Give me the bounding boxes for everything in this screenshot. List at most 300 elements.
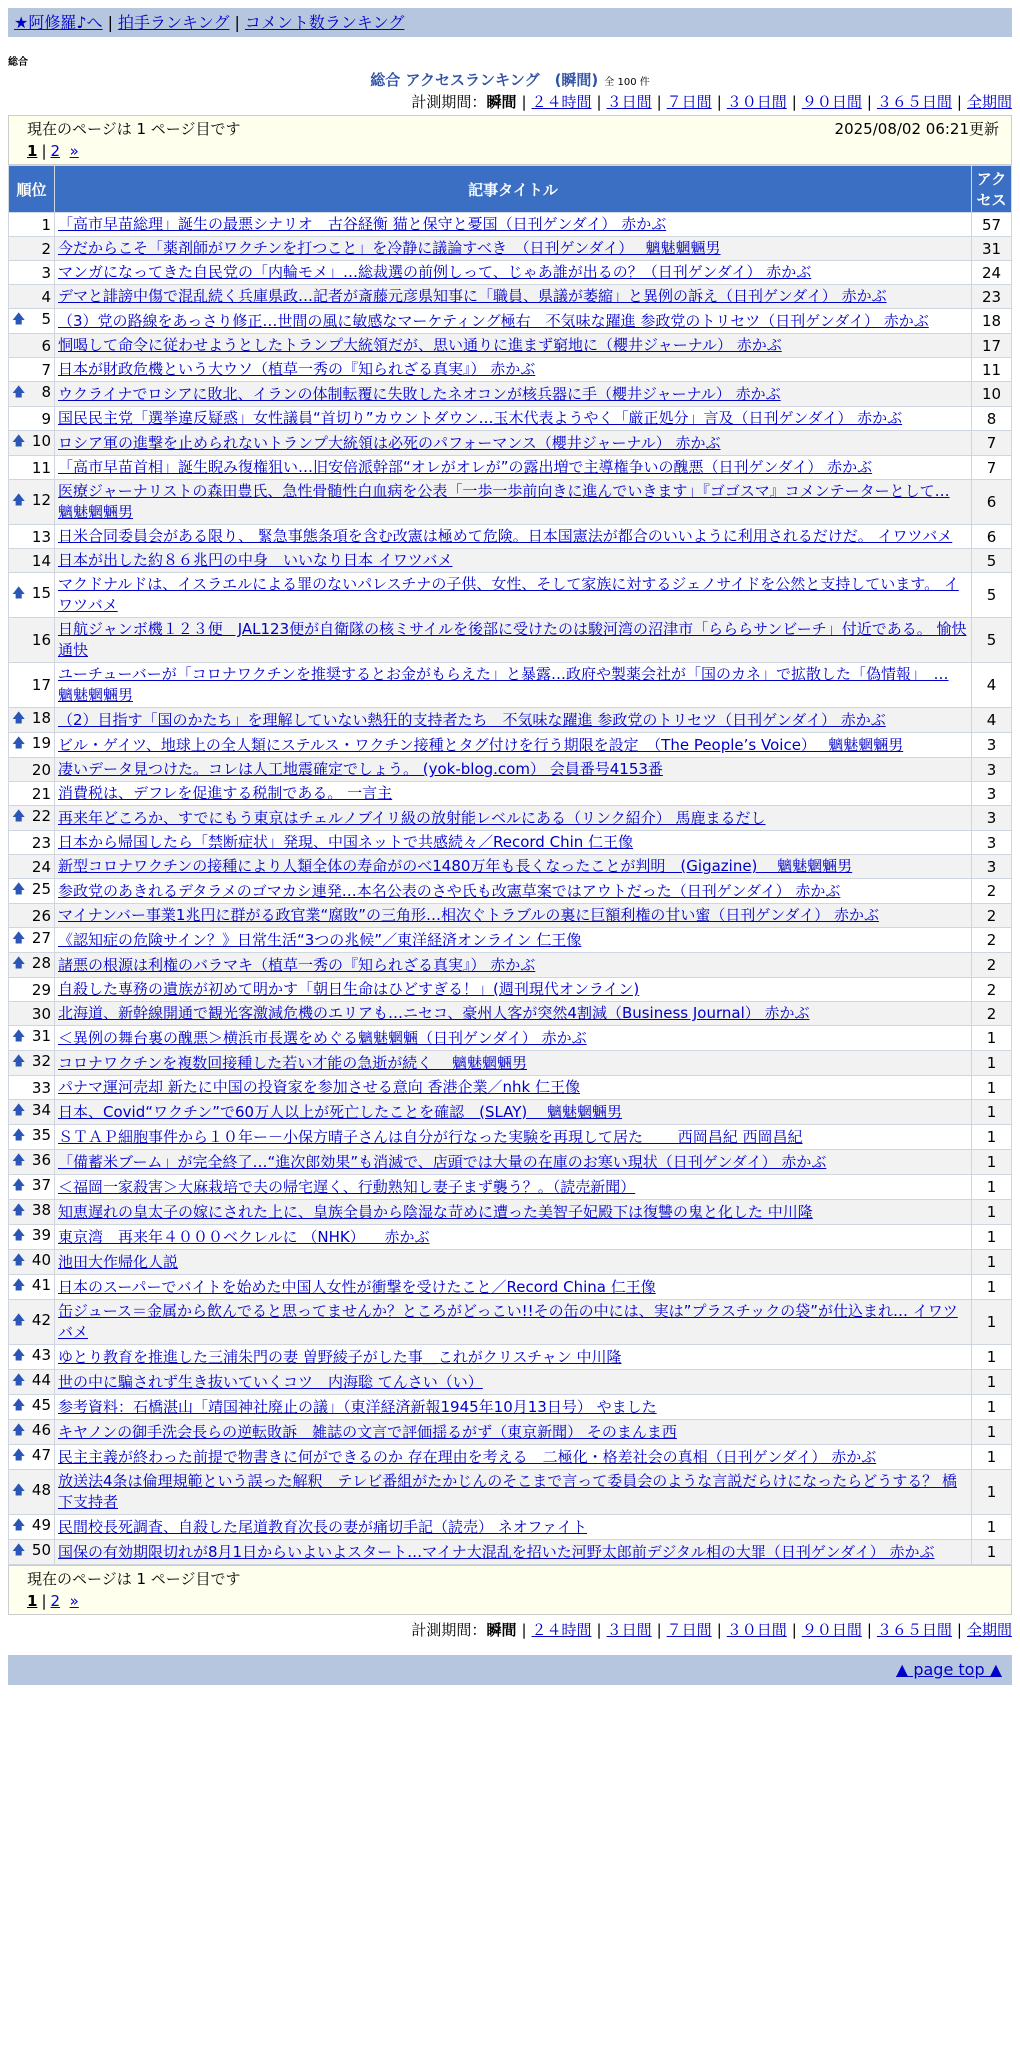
- page-info-top: [8, 115, 1012, 165]
- rank-cell: [9, 213, 55, 237]
- rank-number: 47: [31, 1446, 51, 1464]
- title-cell: [55, 733, 972, 758]
- article-title-link[interactable]: ロシア軍の進撃を止められないトランプ大統領は必死のパフォーマンス（櫻井ジャーナル） 赤かぶ: [58, 433, 721, 452]
- table-row: [9, 928, 1012, 953]
- rank-up-arrow-icon: 🡅: [12, 956, 26, 971]
- article-title-link[interactable]: コロナワクチンを複数回接種した若い才能の急逝が続く 魑魅魍魎男: [58, 1053, 528, 1072]
- rank-cell: [9, 1225, 55, 1250]
- article-title-link[interactable]: 諸悪の根源は利権のバラマキ（植草一秀の『知られざる真実』） 赤かぶ: [58, 955, 536, 974]
- article-title-link[interactable]: 国民民主党「選挙違反疑惑」女性議員“首切り”カウントダウン…玉木代表ようやく「厳正処分」言及（日刊ゲンダイ） 赤かぶ: [58, 409, 903, 427]
- access-count: 2: [972, 928, 1012, 953]
- table-row: [9, 953, 1012, 978]
- article-title-link[interactable]: 民主主義が終わった前提で物書きに何ができるのか 存在理由を考える 二極化・格差社会の真相（日刊ゲンダイ） 赤かぶ: [58, 1447, 877, 1466]
- period-link-5-bottom[interactable]: ３６５日間: [876, 1621, 952, 1639]
- title-cell: [55, 663, 972, 708]
- table-row: [9, 1395, 1012, 1420]
- title-cell: [55, 573, 972, 618]
- rank-up-arrow-icon: 🡅: [12, 1253, 26, 1268]
- rank-number: 1: [41, 215, 51, 234]
- access-count: 6: [972, 525, 1012, 549]
- rank-number: 17: [31, 676, 51, 694]
- table-row: [9, 1370, 1012, 1395]
- article-title-link[interactable]: 《認知症の危険サイン？》日常生活“3つの兆候”／東洋経済オンライン 仁王像: [58, 930, 582, 949]
- rank-up-arrow-icon: 🡅: [12, 809, 26, 824]
- period-link-4[interactable]: ９０日間: [801, 93, 862, 111]
- page-2-link-bottom[interactable]: 2: [50, 1592, 61, 1610]
- rank-cell: [9, 1470, 55, 1515]
- title-cell: [55, 1026, 972, 1051]
- access-count: 1: [972, 1420, 1012, 1445]
- access-count: 10: [972, 382, 1012, 407]
- rank-up-arrow-icon: 🡅: [12, 1203, 26, 1218]
- table-row: [9, 831, 1012, 855]
- rank-number: 42: [31, 1311, 51, 1329]
- rank-cell: [9, 1051, 55, 1076]
- rank-cell: [9, 953, 55, 978]
- rank-number: 8: [41, 383, 51, 401]
- article-title-link[interactable]: ゆとり教育を推進した三浦朱門の妻 曽野綾子がした事＿これがクリスチャン 中川隆: [58, 1347, 622, 1366]
- total-count-note: 全 100 件: [604, 77, 650, 88]
- access-count: 1: [972, 1125, 1012, 1150]
- article-title-link[interactable]: キヤノンの御手洗会長らの逆転敗訴 雑誌の文言で評価揺るがず（東京新聞） そのまんま西: [58, 1422, 677, 1441]
- rank-number: 36: [31, 1151, 51, 1169]
- period-link-0[interactable]: ２４時間: [531, 93, 592, 111]
- article-title-link[interactable]: デマと誹謗中傷で混乱続く兵庫県政…記者が斎藤元彦県知事に「職員、県議が萎縮」と異例の訴え（日刊ゲンダイ） 赤かぶ: [58, 287, 887, 305]
- table-row: [9, 285, 1012, 309]
- rank-cell: [9, 806, 55, 831]
- rank-cell: [9, 549, 55, 573]
- rank-number: 20: [31, 760, 51, 779]
- access-count: 4: [972, 708, 1012, 733]
- access-count: 6: [972, 480, 1012, 525]
- ranking-table: [8, 165, 1012, 1565]
- period-separator: |: [596, 1621, 602, 1639]
- article-title-link[interactable]: 放送法4条は倫理規範という誤った解釈 テレビ番組がたかじんのそこまで言って委員会のような言説だらけになったらどうする？ 橋下支持者: [58, 1472, 958, 1511]
- rank-cell: [9, 1026, 55, 1051]
- access-count: 5: [972, 618, 1012, 663]
- title-cell: [55, 758, 972, 782]
- article-title-link[interactable]: 「備蓄米ブーム」が完全終了…“進次郎効果”も消滅で、店頭では大量の在庫のお寒い現状（日刊ゲンダイ） 赤かぶ: [58, 1152, 827, 1171]
- table-row: [9, 1002, 1012, 1026]
- article-title-link[interactable]: マンガになってきた自民党の「内輪モメ」…総裁選の前例しって、じゃあ誰が出るの？（日刊ゲンダイ） 赤かぶ: [58, 263, 812, 281]
- rank-cell: [9, 525, 55, 549]
- access-count: 7: [972, 431, 1012, 456]
- rank-number: 30: [31, 1004, 51, 1023]
- title-cell: [55, 1125, 972, 1150]
- rank-number: 15: [31, 584, 51, 602]
- period-link-3[interactable]: ３０日間: [726, 93, 787, 111]
- period-link-3-bottom[interactable]: ３０日間: [726, 1621, 787, 1639]
- access-count: 1: [972, 1076, 1012, 1100]
- table-row: [9, 1515, 1012, 1540]
- article-title-link[interactable]: 凄いデータ見つけた。コレは人工地震確定でしょう。 (yok-blog.com） 会員番号4153番: [58, 760, 663, 778]
- rank-number: 14: [31, 551, 51, 570]
- access-count: 3: [972, 831, 1012, 855]
- period-separator: |: [656, 1621, 662, 1639]
- title-cell: [55, 431, 972, 456]
- rank-number: 34: [31, 1101, 51, 1119]
- period-link-2-bottom[interactable]: ７日間: [666, 1621, 712, 1639]
- title-cell: [55, 1150, 972, 1175]
- table-row: [9, 1300, 1012, 1345]
- article-title-link[interactable]: 再来年どころか、すでにもう東京はチェルノブイリ級の放射能レベルにある（リンク紹介） 馬鹿まるだし: [58, 808, 766, 827]
- page-1-current: 1: [27, 142, 38, 160]
- access-count: 1: [972, 1100, 1012, 1125]
- rank-number: 43: [31, 1346, 51, 1364]
- article-title-link[interactable]: 消費税は、デフレを促進する税制である。 一言主: [58, 784, 393, 802]
- article-title-link[interactable]: 参考資料：石橋湛山「靖国神社廃止の議」（東洋経済新報1945年10月13日号） やました: [58, 1397, 657, 1416]
- title-cell: [55, 708, 972, 733]
- title-cell: [55, 1275, 972, 1300]
- title-cell: [55, 382, 972, 407]
- access-count: 3: [972, 733, 1012, 758]
- title-cell: [55, 1395, 972, 1420]
- article-title-link[interactable]: マイナンバー事業1兆円に群がる政官業“腐敗”の三角形…相次ぐトラブルの裏に巨額利権の甘い蜜（日刊ゲンダイ） 赤かぶ: [58, 906, 879, 924]
- title-cell: [55, 309, 972, 334]
- access-count: 3: [972, 806, 1012, 831]
- rank-number: 38: [31, 1201, 51, 1219]
- title-cell: [55, 549, 972, 573]
- access-count: 23: [972, 285, 1012, 309]
- rank-cell: [9, 904, 55, 928]
- title-cell: [55, 953, 972, 978]
- table-row: [9, 663, 1012, 708]
- table-row: [9, 806, 1012, 831]
- rank-cell: [9, 1275, 55, 1300]
- rank-up-arrow-icon: 🡅: [12, 711, 26, 726]
- table-row: [9, 237, 1012, 261]
- access-count: 11: [972, 358, 1012, 382]
- table-row: [9, 879, 1012, 904]
- title-cell: [55, 978, 972, 1002]
- access-count: 1: [972, 1445, 1012, 1470]
- rank-cell: [9, 708, 55, 733]
- access-count: 3: [972, 782, 1012, 806]
- article-title-link[interactable]: パナマ運河売却 新たに中国の投資家を参加させる意向 香港企業／nhk 仁王像: [58, 1078, 581, 1096]
- article-title-link[interactable]: （2）目指す「国のかたち」を理解していない熱狂的支持者たち 不気味な躍進 参政党のトリセツ（日刊ゲンダイ） 赤かぶ: [58, 710, 886, 729]
- rank-cell: [9, 480, 55, 525]
- access-count: 2: [972, 978, 1012, 1002]
- next-page-link[interactable]: »: [69, 142, 79, 160]
- rank-cell: [9, 1515, 55, 1540]
- rank-up-arrow-icon: 🡅: [12, 1029, 26, 1044]
- rank-up-arrow-icon: 🡅: [12, 312, 26, 327]
- article-title-link[interactable]: 世の中に騙されず生き抜いていくコツ 内海聡 てんさい（い）: [58, 1372, 483, 1391]
- article-title-link[interactable]: 日本のスーパーでバイトを始めた中国人女性が衝撃を受けたこと／Record China 仁王像: [58, 1277, 656, 1296]
- rank-cell: [9, 758, 55, 782]
- rank-cell: [9, 309, 55, 334]
- header-count: アクセス: [972, 166, 1012, 213]
- table-row: [9, 733, 1012, 758]
- article-title-link[interactable]: 日本から帰国したら「禁断症状」発現、中国ネットで共感続々／Record Chin 仁王像: [58, 833, 634, 851]
- rank-cell: [9, 261, 55, 285]
- rank-number: 25: [31, 880, 51, 898]
- table-row: [9, 358, 1012, 382]
- pagination-top: [27, 140, 999, 162]
- rank-up-arrow-icon: 🡅: [12, 1448, 26, 1463]
- period-link-5[interactable]: ３６５日間: [876, 93, 952, 111]
- table-row: [9, 708, 1012, 733]
- access-count: 1: [972, 1540, 1012, 1565]
- access-count: 1: [972, 1200, 1012, 1225]
- nav-separator: |: [234, 13, 240, 32]
- title-cell: [55, 213, 972, 237]
- rank-cell: [9, 407, 55, 431]
- rank-up-arrow-icon: 🡅: [12, 1153, 26, 1168]
- table-row: [9, 213, 1012, 237]
- table-row: [9, 1540, 1012, 1565]
- rank-number: 35: [31, 1126, 51, 1144]
- title-cell: [55, 855, 972, 879]
- rank-cell: [9, 733, 55, 758]
- article-title-link[interactable]: ユーチューバーが「コロナワクチンを推奨するとお金がもらえた」と暴露…政府や製薬会社が「国のカネ」で拡散した「偽情報」 … 魑魅魍魎男: [58, 665, 949, 704]
- period-link-1[interactable]: ３日間: [606, 93, 652, 111]
- nav-link-asyura[interactable]: ★阿修羅♪へ: [14, 13, 103, 32]
- rank-number: 4: [41, 287, 51, 306]
- rank-number: 11: [31, 458, 51, 477]
- rank-cell: [9, 879, 55, 904]
- rank-up-arrow-icon: 🡅: [12, 1483, 26, 1498]
- rank-cell: [9, 431, 55, 456]
- article-title-link[interactable]: ウクライナでロシアに敗北、イランの体制転覆に失敗したネオコンが核兵器に手（櫻井ジャーナル） 赤かぶ: [58, 384, 781, 403]
- title-cell: [55, 334, 972, 358]
- rank-up-arrow-icon: 🡅: [12, 1373, 26, 1388]
- next-page-link-bottom[interactable]: »: [69, 1592, 79, 1610]
- period-separator: |: [956, 1621, 962, 1639]
- nav-link-applause-ranking[interactable]: 拍手ランキング: [117, 13, 230, 32]
- title-cell: [55, 1250, 972, 1275]
- rank-cell: [9, 237, 55, 261]
- rank-number: 18: [31, 709, 51, 727]
- pagination-separator: |: [41, 1592, 47, 1610]
- table-row: [9, 978, 1012, 1002]
- title-cell: [55, 1540, 972, 1565]
- rank-cell: [9, 831, 55, 855]
- pagination-separator: |: [41, 142, 47, 160]
- rank-cell: [9, 1200, 55, 1225]
- rank-cell: [9, 618, 55, 663]
- page-1-current-bottom: 1: [27, 1592, 38, 1610]
- current-page-text-bottom: 現在のページは 1 ページ目です: [27, 1570, 241, 1588]
- rank-number: 27: [31, 929, 51, 947]
- current-page-text: 現在のページは 1 ページ目です: [27, 120, 241, 138]
- nav-link-comment-ranking[interactable]: コメント数ランキング: [244, 13, 405, 32]
- rank-number: 16: [31, 631, 51, 649]
- article-title-link[interactable]: 「高市早苗総理」誕生の最悪シナリオ 古谷経衡 猫と保守と憂国（日刊ゲンダイ） 赤かぶ: [58, 215, 667, 233]
- access-count: 1: [972, 1175, 1012, 1200]
- header-rank: 順位: [9, 166, 55, 213]
- rank-cell: [9, 1345, 55, 1370]
- rank-number: 23: [31, 833, 51, 852]
- rank-number: 5: [41, 310, 51, 328]
- access-count: 2: [972, 879, 1012, 904]
- period-separator: |: [596, 93, 602, 111]
- rank-number: 33: [31, 1078, 51, 1097]
- table-row: [9, 1200, 1012, 1225]
- rank-number: 2: [41, 239, 51, 258]
- period-label-bottom: 計測期間：: [411, 1621, 487, 1639]
- table-row: [9, 309, 1012, 334]
- article-title-link[interactable]: 「高市早苗首相」誕生睨み復権狙い…旧安倍派幹部“オレがオレが”の露出増で主導権争いの醜悪（日刊ゲンダイ） 赤かぶ: [58, 458, 873, 476]
- table-row: [9, 480, 1012, 525]
- rank-up-arrow-icon: 🡅: [12, 1313, 26, 1328]
- rank-up-arrow-icon: 🡅: [12, 1228, 26, 1243]
- period-separator: |: [656, 93, 662, 111]
- article-title-link[interactable]: 北海道、新幹線開通で観光客激減危機のエリアも…ニセコ、豪州人客が突然4割減（Business Journal） 赤かぶ: [58, 1004, 810, 1022]
- rank-number: 46: [31, 1421, 51, 1439]
- title-cell: [55, 1200, 972, 1225]
- rank-up-arrow-icon: 🡅: [12, 434, 26, 449]
- rank-number: 21: [31, 784, 51, 803]
- rank-number: 39: [31, 1226, 51, 1244]
- table-row: [9, 573, 1012, 618]
- rank-number: 19: [31, 734, 51, 752]
- article-title-link[interactable]: 日本が出した約８６兆円の中身 いいなり日本 イワツバメ: [58, 551, 453, 569]
- period-separator: |: [791, 1621, 797, 1639]
- table-row: [9, 1076, 1012, 1100]
- article-title-link[interactable]: 東京湾 再来年４０００ベクレルに （NHK） 赤かぶ: [58, 1227, 430, 1246]
- page-2-link[interactable]: 2: [50, 142, 61, 160]
- period-link-2[interactable]: ７日間: [666, 93, 712, 111]
- footer-bar: [8, 1655, 1012, 1685]
- article-title-link[interactable]: 日米合同委員会がある限り、 緊急事態条項を含む改憲は極めて危険。日本国憲法が都合のいいように利用されるだけだ。 イワツバメ: [58, 527, 953, 545]
- access-count: 1: [972, 1470, 1012, 1515]
- article-title-link[interactable]: ＜福岡一家殺害＞大麻栽培で夫の帰宅遅く、行動熟知し妻子まず襲う？。（読売新聞）: [58, 1177, 636, 1196]
- table-row: [9, 1250, 1012, 1275]
- title-cell: [55, 1470, 972, 1515]
- rank-number: 48: [31, 1481, 51, 1499]
- rank-cell: [9, 358, 55, 382]
- title-cell: [55, 1225, 972, 1250]
- access-count: 1: [972, 1225, 1012, 1250]
- access-count: 3: [972, 758, 1012, 782]
- nav-separator: |: [107, 13, 113, 32]
- period-link-4-bottom[interactable]: ９０日間: [801, 1621, 862, 1639]
- table-row: [9, 758, 1012, 782]
- period-link-1-bottom[interactable]: ３日間: [606, 1621, 652, 1639]
- article-title-link[interactable]: （3）党の路線をあっさり修正…世間の風に敏感なマーケティング極右 不気味な躍進 参政党のトリセツ（日刊ゲンダイ） 赤かぶ: [58, 311, 929, 330]
- title-cell: [55, 1420, 972, 1445]
- access-count: 8: [972, 407, 1012, 431]
- period-link-0-bottom[interactable]: ２４時間: [531, 1621, 592, 1639]
- article-title-link[interactable]: 日本が財政危機という大ウソ（植草一秀の『知られざる真実』） 赤かぶ: [58, 360, 536, 378]
- article-title-link[interactable]: 民間校長死調査、自殺した尾道教育次長の妻が痛切手記（読売） ネオファイト: [58, 1517, 588, 1536]
- article-title-link[interactable]: 自殺した専務の遺族が初めて明かす「朝日生命はひどすぎる！」(週刊現代オンライン): [58, 980, 640, 998]
- rank-number: 29: [31, 980, 51, 999]
- table-row: [9, 1420, 1012, 1445]
- article-title-link[interactable]: 参政党のあきれるデタラメのゴマカシ連発…本名公表のさや氏も改憲草案ではアウトだった（日刊ゲンダイ） 赤かぶ: [58, 881, 841, 900]
- period-separator: |: [716, 1621, 722, 1639]
- period-separator: |: [866, 93, 872, 111]
- table-row: [9, 382, 1012, 407]
- table-row: [9, 1225, 1012, 1250]
- rank-number: 50: [31, 1541, 51, 1559]
- article-title-link[interactable]: ＜異例の舞台裏の醜悪＞横浜市長選をめぐる魑魅魍魎（日刊ゲンダイ） 赤かぶ: [58, 1028, 587, 1047]
- title-cell: [55, 806, 972, 831]
- title-cell: [55, 261, 972, 285]
- period-link-6[interactable]: 全期間: [966, 93, 1012, 111]
- article-title-link[interactable]: 知恵遅れの皇太子の嫁にされた上に、皇族全員から陰湿な苛めに遭った美智子妃殿下は復讐の鬼と化した 中川隆: [58, 1202, 813, 1221]
- rank-cell: [9, 1100, 55, 1125]
- rank-number: 31: [31, 1027, 51, 1045]
- article-title-link[interactable]: 今だからこそ「薬剤師がワクチンを打つこと」を冷静に議論すべき （日刊ゲンダイ） 魑魅魍魎男: [58, 239, 721, 257]
- rank-number: 9: [41, 409, 51, 428]
- article-title-link[interactable]: 国保の有効期限切れが8月1日からいよいよスタート…マイナ大混乱を招いた河野太郎前デジタル相の大罪（日刊ゲンダイ） 赤かぶ: [58, 1542, 935, 1561]
- title-cell: [55, 237, 972, 261]
- title-cell: [55, 904, 972, 928]
- period-link-6-bottom[interactable]: 全期間: [966, 1621, 1012, 1639]
- title-cell: [55, 1345, 972, 1370]
- rank-number: 12: [31, 491, 51, 509]
- article-title-link[interactable]: 恫喝して命令に従わせようとしたトランプ大統領だが、思い通りに進まず窮地に（櫻井ジャーナル） 赤かぶ: [58, 336, 782, 354]
- article-title-link[interactable]: ビル・ゲイツ、地球上の全人類にステルス・ワクチン接種とタグ付けを行う期限を設定 （The People’s Voice） 魑魅魍魎男: [58, 735, 904, 754]
- rank-number: 41: [31, 1276, 51, 1294]
- article-title-link[interactable]: 新型コロナワクチンの接種により人類全体の寿命がのべ1480万年も長くなったことが判明 (Gigazine) 魑魅魍魎男: [58, 857, 853, 875]
- table-row: [9, 525, 1012, 549]
- article-title-link[interactable]: 医療ジャーナリストの森田豊氏、急性骨髄性白血病を公表「一歩一歩前向きに進んでいきます」『ゴゴスマ』コメンテーターとして… 魑魅魍魎男: [58, 482, 950, 521]
- top-nav: [8, 8, 1012, 37]
- page-top-link[interactable]: ▲ page top ▲: [895, 1660, 1002, 1679]
- rank-cell: [9, 573, 55, 618]
- access-count: 1: [972, 1300, 1012, 1345]
- table-row: [9, 549, 1012, 573]
- header-title: 記事タイトル: [55, 166, 972, 213]
- rank-up-arrow-icon: 🡅: [12, 1423, 26, 1438]
- article-title-link[interactable]: ＳＴＡＰ細胞事件から１０年ー－小保方晴子さんは自分が行なった実験を再現して居た 西岡昌紀 西岡昌紀: [58, 1127, 803, 1146]
- rank-cell: [9, 1420, 55, 1445]
- article-title-link[interactable]: マクドナルドは、イスラエルによる罪のないパレスチナの子供、女性、そして家族に対するジェノサイドを公然と支持しています。 イワツバメ: [58, 575, 959, 614]
- article-title-link[interactable]: 缶ジュース＝金属から飲んでると思ってませんか？ところがどっこい!!その缶の中には、実は”プラスチックの袋”が仕込まれ… イワツバメ: [58, 1302, 958, 1341]
- rank-cell: [9, 1250, 55, 1275]
- table-row: [9, 782, 1012, 806]
- title-cell: [55, 1370, 972, 1395]
- title-cell: [55, 1300, 972, 1345]
- period-separator: |: [521, 93, 527, 111]
- access-count: 1: [972, 1026, 1012, 1051]
- title-cell: [55, 1100, 972, 1125]
- access-count: 7: [972, 456, 1012, 480]
- rank-cell: [9, 928, 55, 953]
- article-title-link[interactable]: 日航ジャンボ機１２３便 JAL123便が自衛隊の核ミサイルを後部に受けたのは駿河湾の沼津市「らららサンビーチ」付近である。 愉快通快: [58, 620, 967, 659]
- rank-cell: [9, 1150, 55, 1175]
- table-row: [9, 1125, 1012, 1150]
- access-count: 3: [972, 855, 1012, 879]
- title-cell: [55, 928, 972, 953]
- access-count: 57: [972, 213, 1012, 237]
- rank-number: 44: [31, 1371, 51, 1389]
- table-row: [9, 618, 1012, 663]
- title-cell: [55, 480, 972, 525]
- rank-up-arrow-icon: 🡅: [12, 1178, 26, 1193]
- title-cell: [55, 1445, 972, 1470]
- access-count: 17: [972, 334, 1012, 358]
- title-cell: [55, 879, 972, 904]
- access-count: 24: [972, 261, 1012, 285]
- rank-cell: [9, 1076, 55, 1100]
- table-row: [9, 904, 1012, 928]
- table-row: [9, 1345, 1012, 1370]
- access-count: 2: [972, 904, 1012, 928]
- table-row: [9, 1470, 1012, 1515]
- page-info-bottom: [8, 1565, 1012, 1615]
- access-count: 2: [972, 1002, 1012, 1026]
- rank-number: 22: [31, 807, 51, 825]
- title-cell: [55, 782, 972, 806]
- article-title-link[interactable]: 日本、Covid“ワクチン”で60万人以上が死亡したことを確認 (SLAY) 魑魅魍魎男: [58, 1102, 623, 1121]
- title-cell: [55, 1515, 972, 1540]
- article-title-link[interactable]: 池田大作帰化人説: [58, 1252, 179, 1271]
- period-separator: |: [716, 93, 722, 111]
